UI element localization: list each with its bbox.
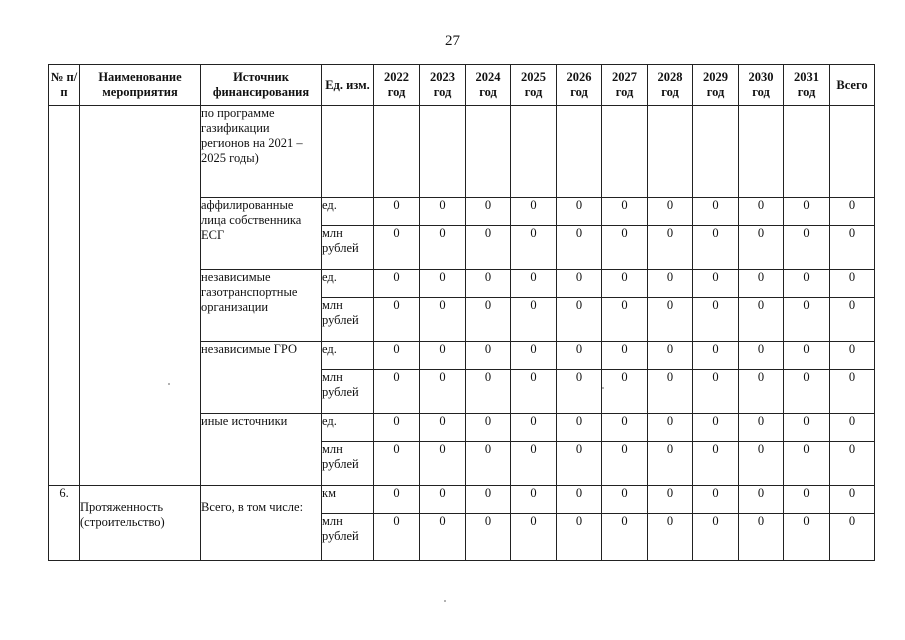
value-cell: 0 [830, 298, 875, 342]
value-cell: 0 [374, 486, 420, 514]
value-cell: 0 [466, 442, 511, 486]
table-row [49, 486, 875, 514]
scan-speck [168, 383, 170, 385]
value-cell: 0 [374, 414, 420, 442]
value-cell: 0 [739, 342, 784, 370]
cell [374, 106, 420, 198]
value-cell: 0 [648, 414, 693, 442]
header-year-2025: 2025 год [511, 65, 557, 106]
table-header-row [49, 65, 875, 106]
scan-speck [602, 387, 604, 389]
value-cell: 0 [602, 442, 648, 486]
value-cell: 0 [557, 270, 602, 298]
value-cell: 0 [557, 442, 602, 486]
header-year-2031: 2031 год [784, 65, 830, 106]
value-cell: 0 [557, 514, 602, 561]
value-cell: 0 [374, 514, 420, 561]
header-num: № п/п [49, 65, 80, 106]
unit-cell: млн рублей [322, 370, 374, 414]
cell [602, 106, 648, 198]
source-other: иные источники [201, 414, 322, 486]
value-cell: 0 [739, 198, 784, 226]
value-cell: 0 [693, 298, 739, 342]
value-cell: 0 [693, 226, 739, 270]
value-cell: 0 [830, 442, 875, 486]
cell [466, 106, 511, 198]
value-cell: 0 [511, 270, 557, 298]
source-total: Всего, в том числе: [201, 486, 322, 561]
unit-cell: млн рублей [322, 514, 374, 561]
value-cell: 0 [739, 370, 784, 414]
value-cell: 0 [602, 486, 648, 514]
value-cell: 0 [784, 486, 830, 514]
header-year-2028: 2028 год [648, 65, 693, 106]
value-cell: 0 [557, 298, 602, 342]
value-cell: 0 [693, 270, 739, 298]
unit-cell: ед. [322, 414, 374, 442]
value-cell: 0 [420, 226, 466, 270]
value-cell: 0 [557, 198, 602, 226]
value-cell: 0 [511, 486, 557, 514]
item-name: Протяженность (строительство) [80, 486, 201, 561]
value-cell: 0 [648, 270, 693, 298]
value-cell: 0 [693, 514, 739, 561]
value-cell: 0 [602, 298, 648, 342]
unit-cell: ед. [322, 198, 374, 226]
value-cell: 0 [466, 198, 511, 226]
unit-cell: ед. [322, 270, 374, 298]
value-cell: 0 [602, 342, 648, 370]
cell [739, 106, 784, 198]
unit-cell-empty [322, 106, 374, 198]
source-gto: независимые газотранспортные организации [201, 270, 322, 342]
value-cell: 0 [739, 270, 784, 298]
value-cell: 0 [511, 342, 557, 370]
header-year-2027: 2027 год [602, 65, 648, 106]
value-cell: 0 [784, 226, 830, 270]
value-cell: 0 [830, 370, 875, 414]
value-cell: 0 [420, 298, 466, 342]
value-cell: 0 [557, 370, 602, 414]
value-cell: 0 [466, 514, 511, 561]
cell [693, 106, 739, 198]
value-cell: 0 [830, 514, 875, 561]
value-cell: 0 [466, 486, 511, 514]
value-cell: 0 [693, 442, 739, 486]
value-cell: 0 [648, 298, 693, 342]
value-cell: 0 [557, 414, 602, 442]
value-cell: 0 [830, 226, 875, 270]
value-cell: 0 [602, 270, 648, 298]
value-cell: 0 [420, 370, 466, 414]
scan-speck [444, 600, 446, 602]
value-cell: 0 [830, 486, 875, 514]
cell [557, 106, 602, 198]
num-cell-empty [49, 106, 80, 486]
value-cell: 0 [693, 342, 739, 370]
value-cell: 0 [602, 514, 648, 561]
value-cell: 0 [784, 270, 830, 298]
value-cell: 0 [420, 198, 466, 226]
header-name: Наименование мероприятия [80, 65, 201, 106]
value-cell: 0 [466, 270, 511, 298]
header-source: Источник финансирования [201, 65, 322, 106]
value-cell: 0 [511, 370, 557, 414]
financing-table [48, 64, 875, 561]
value-cell: 0 [420, 514, 466, 561]
value-cell: 0 [602, 198, 648, 226]
value-cell: 0 [648, 370, 693, 414]
name-cell-empty [80, 106, 201, 486]
header-year-2026: 2026 год [557, 65, 602, 106]
value-cell: 0 [466, 298, 511, 342]
value-cell: 0 [420, 486, 466, 514]
value-cell: 0 [557, 342, 602, 370]
header-year-2024: 2024 год [466, 65, 511, 106]
table-row [49, 106, 875, 198]
value-cell: 0 [602, 226, 648, 270]
value-cell: 0 [830, 414, 875, 442]
unit-cell: км [322, 486, 374, 514]
header-total: Всего [830, 65, 875, 106]
value-cell: 0 [693, 414, 739, 442]
cell [648, 106, 693, 198]
value-cell: 0 [784, 514, 830, 561]
header-year-2023: 2023 год [420, 65, 466, 106]
item-number: 6. [49, 486, 80, 561]
value-cell: 0 [784, 442, 830, 486]
value-cell: 0 [784, 298, 830, 342]
value-cell: 0 [374, 198, 420, 226]
value-cell: 0 [602, 414, 648, 442]
value-cell: 0 [374, 226, 420, 270]
value-cell: 0 [830, 342, 875, 370]
value-cell: 0 [784, 414, 830, 442]
value-cell: 0 [739, 442, 784, 486]
value-cell: 0 [374, 442, 420, 486]
cell [511, 106, 557, 198]
value-cell: 0 [830, 198, 875, 226]
cell [830, 106, 875, 198]
unit-cell: млн рублей [322, 298, 374, 342]
value-cell: 0 [420, 342, 466, 370]
value-cell: 0 [648, 226, 693, 270]
value-cell: 0 [784, 198, 830, 226]
value-cell: 0 [739, 414, 784, 442]
value-cell: 0 [784, 342, 830, 370]
value-cell: 0 [420, 414, 466, 442]
header-year-2029: 2029 год [693, 65, 739, 106]
value-cell: 0 [739, 514, 784, 561]
value-cell: 0 [374, 342, 420, 370]
value-cell: 0 [602, 370, 648, 414]
value-cell: 0 [648, 514, 693, 561]
value-cell: 0 [420, 270, 466, 298]
value-cell: 0 [693, 370, 739, 414]
value-cell: 0 [466, 226, 511, 270]
value-cell: 0 [374, 370, 420, 414]
source-gro: независимые ГРО [201, 342, 322, 414]
value-cell: 0 [557, 486, 602, 514]
value-cell: 0 [648, 486, 693, 514]
value-cell: 0 [739, 226, 784, 270]
value-cell: 0 [511, 442, 557, 486]
value-cell: 0 [648, 442, 693, 486]
value-cell: 0 [648, 198, 693, 226]
value-cell: 0 [511, 198, 557, 226]
value-cell: 0 [466, 342, 511, 370]
cell [420, 106, 466, 198]
value-cell: 0 [511, 226, 557, 270]
page-number: 27 [445, 33, 460, 49]
value-cell: 0 [739, 298, 784, 342]
value-cell: 0 [648, 342, 693, 370]
value-cell: 0 [511, 298, 557, 342]
cell [784, 106, 830, 198]
value-cell: 0 [511, 414, 557, 442]
source-program: по программе газификации регионов на 2021 – 2025 годы) [201, 106, 322, 198]
value-cell: 0 [784, 370, 830, 414]
value-cell: 0 [557, 226, 602, 270]
header-year-2022: 2022 год [374, 65, 420, 106]
value-cell: 0 [511, 514, 557, 561]
source-affiliated: аффилированные лица собственника ЕСГ [201, 198, 322, 270]
value-cell: 0 [739, 486, 784, 514]
unit-cell: млн рублей [322, 226, 374, 270]
unit-cell: млн рублей [322, 442, 374, 486]
header-unit: Ед. изм. [322, 65, 374, 106]
value-cell: 0 [693, 198, 739, 226]
value-cell: 0 [374, 270, 420, 298]
value-cell: 0 [420, 442, 466, 486]
value-cell: 0 [374, 298, 420, 342]
unit-cell: ед. [322, 342, 374, 370]
value-cell: 0 [466, 414, 511, 442]
value-cell: 0 [466, 370, 511, 414]
value-cell: 0 [830, 270, 875, 298]
header-year-2030: 2030 год [739, 65, 784, 106]
value-cell: 0 [693, 486, 739, 514]
